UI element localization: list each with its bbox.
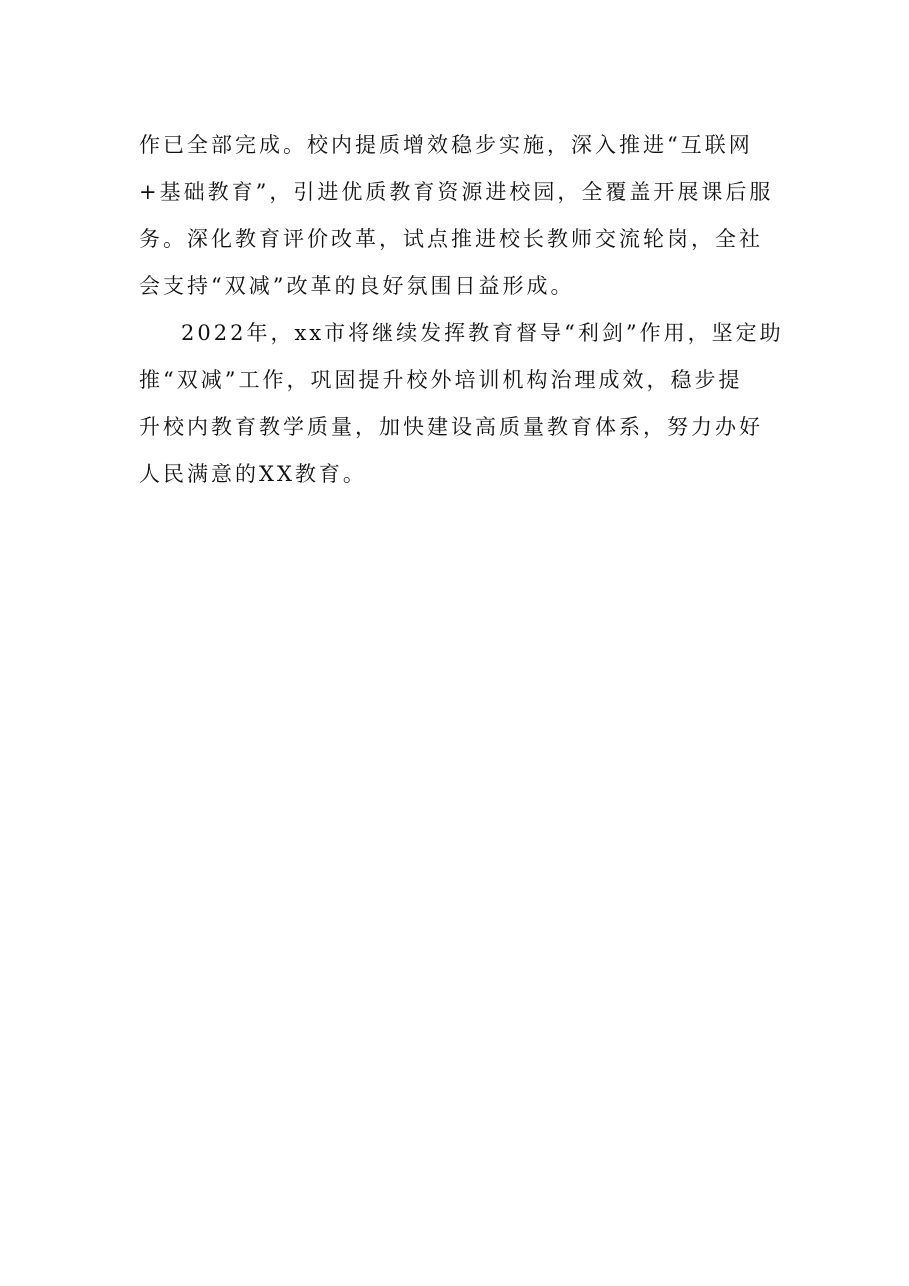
paragraph-2-line-4: 人民满意的XX教育。 xyxy=(139,462,367,486)
paragraph-2-line-1: 2022年，xx市将继续发挥教育督导“利剑”作用，坚定助 xyxy=(181,321,784,345)
paragraph-2-line-2: 推“双减”工作，巩固提升校外培训机构治理成效，稳步提 xyxy=(139,368,743,392)
paragraph-2-line-3: 升校内教育教学质量，加快建设高质量教育体系，努力办好 xyxy=(139,415,763,439)
paragraph-1-line-4: 会支持“双减”改革的良好氛围日益形成。 xyxy=(139,274,575,298)
paragraph-1-line-2: +基础教育”，引进优质教育资源进校园，全覆盖开展课后服 xyxy=(139,180,774,204)
paragraph-1-line-1: 作已全部完成。校内提质增效稳步实施，深入推进“互联网 xyxy=(139,133,753,157)
paragraph-1 xyxy=(139,122,779,310)
paragraph-2 xyxy=(139,310,784,498)
paragraph-1-line-3: 务。深化教育评价改革，试点推进校长教师交流轮岗，全社 xyxy=(139,227,763,251)
document-body xyxy=(139,122,784,498)
